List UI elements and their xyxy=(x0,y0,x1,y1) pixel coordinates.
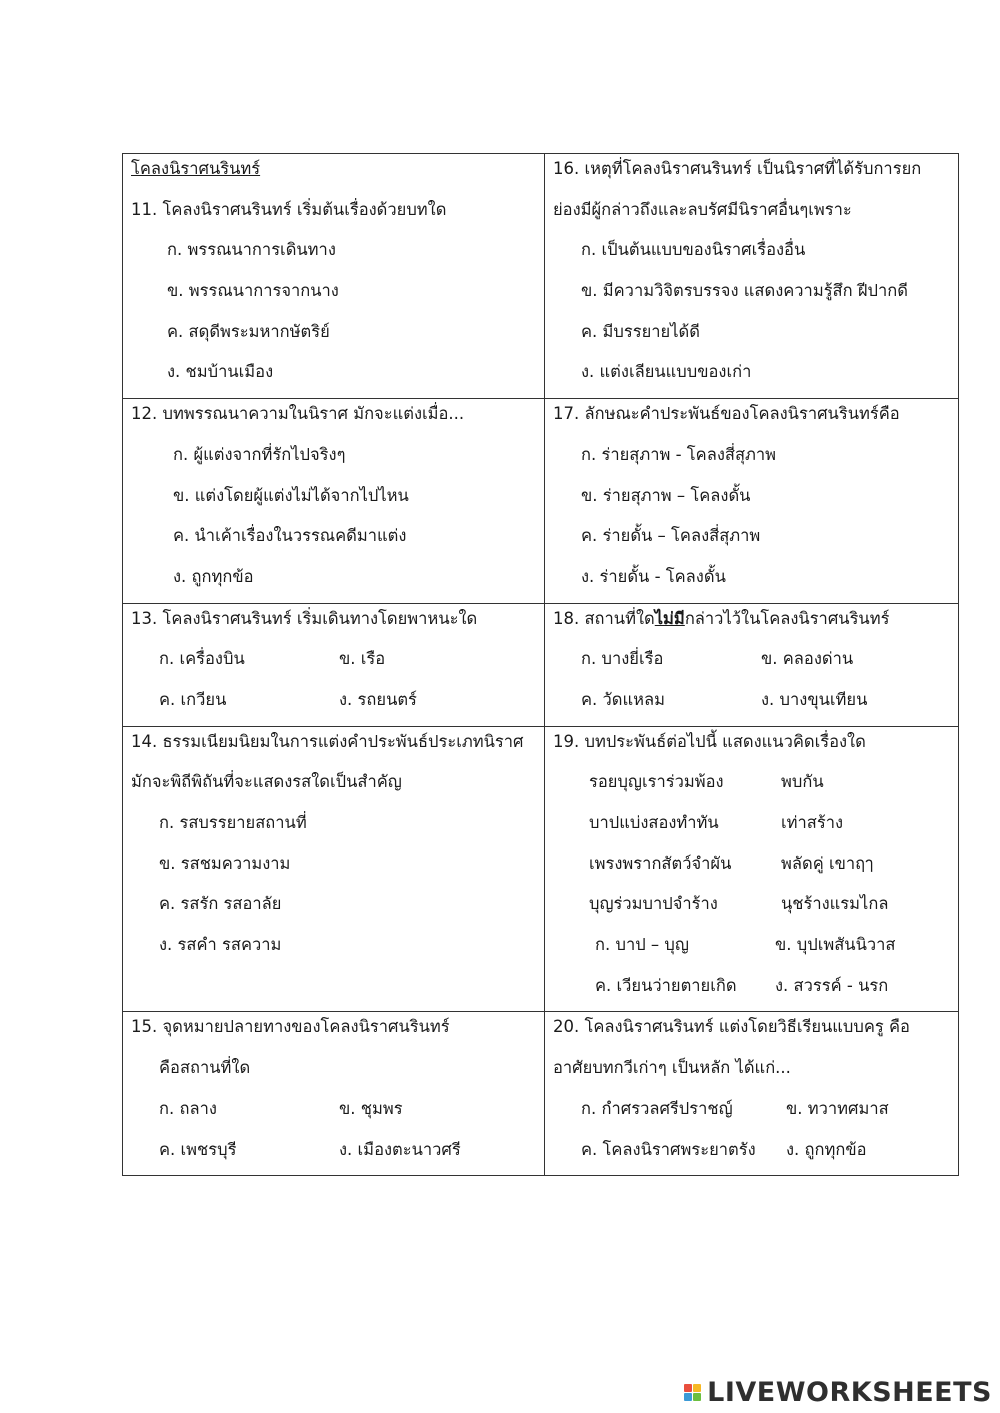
question-cell-20 xyxy=(545,1012,959,1176)
question-13-text: 13. โคลงนิราศนรินทร์ เริ่มเดินทางโดยพาหนะใด xyxy=(131,608,478,628)
question-cell-15 xyxy=(123,1012,545,1176)
question-cell-12 xyxy=(123,399,545,603)
poem-line xyxy=(553,849,958,890)
question-19-option-d[interactable]: ง. สวรรค์ - นรก xyxy=(775,975,889,995)
question-12-option-a[interactable]: ก. ผู้แต่งจากที่รักไปจริงๆ xyxy=(173,444,346,464)
question-11-option-a[interactable]: ก. พรรณนาการเดินทาง xyxy=(167,240,336,260)
question-cell-18 xyxy=(545,603,959,726)
question-15-option-b[interactable]: ข. ชุมพร xyxy=(339,1098,403,1118)
question-18-text-pre: 18. สถานที่ใด xyxy=(553,608,655,628)
question-cell-11 xyxy=(123,154,545,399)
question-17-option-c[interactable]: ค. ร่ายดั้น – โคลงสี่สุภาพ xyxy=(581,526,761,546)
question-12-option-d[interactable]: ง. ถูกทุกข้อ xyxy=(173,566,254,586)
question-16-option-d[interactable]: ง. แต่งเลียนแบบของเก่า xyxy=(581,362,752,382)
poem-first-half: บาปแบ่งสองทำทัน xyxy=(589,813,719,832)
question-15-options-row-2 xyxy=(131,1135,544,1176)
question-16-option-a[interactable]: ก. เป็นต้นแบบของนิราศเรื่องอื่น xyxy=(581,240,806,260)
quiz-table xyxy=(122,153,959,1176)
table-row xyxy=(123,603,959,726)
question-18-emphasis: ไม่มี xyxy=(654,608,685,628)
poem-line xyxy=(553,808,958,849)
question-17-option-b[interactable]: ข. ร่ายสุภาพ – โคลงดั้น xyxy=(581,485,751,505)
poem-line xyxy=(553,889,958,930)
question-11-option-b[interactable]: ข. พรรณนาการจากนาง xyxy=(167,281,339,301)
liveworksheets-brand xyxy=(684,1377,992,1407)
question-14-text-cont: มักจะพิถีพิถันที่จะแสดงรสใดเป็นสำคัญ xyxy=(131,772,402,792)
question-16-option-c[interactable]: ค. มีบรรยายได้ดี xyxy=(581,321,700,341)
question-19-options-row-2 xyxy=(553,971,958,1012)
poem-line xyxy=(553,767,958,808)
question-16-option-b[interactable]: ข. มีความวิจิตรบรรจง แสดงความรู้สึก ฝีปากดี xyxy=(581,281,908,301)
question-cell-16 xyxy=(545,154,959,399)
poem-first-half: บุญร่วมบาปจำร้าง xyxy=(589,894,718,914)
question-20-options-row-1 xyxy=(553,1094,958,1135)
question-cell-17 xyxy=(545,399,959,603)
poem-first-half: เพรงพรากสัตว์จำผัน xyxy=(589,853,732,873)
question-15-text-cont: คือสถานที่ใด xyxy=(159,1058,251,1078)
question-19-text: 19. บทประพันธ์ต่อไปนี้ แสดงแนวคิดเรื่องใด xyxy=(553,731,866,751)
question-19-options-row-1 xyxy=(553,930,958,971)
question-14-option-b[interactable]: ข. รสชมความงาม xyxy=(159,853,291,873)
question-18-options-row-1 xyxy=(553,644,958,685)
question-18-option-b[interactable]: ข. คลองด่าน xyxy=(761,649,854,669)
poem-second-half: นุชร้างแรมไกล xyxy=(781,894,889,914)
poem-second-half: พลัดคู่ เขาฤๅ xyxy=(781,853,874,873)
question-20-option-a[interactable]: ก. กำศรวลศรีปราชญ์ xyxy=(581,1098,733,1118)
question-15-text: 15. จุดหมายปลายทางของโคลงนิราศนรินทร์ xyxy=(131,1017,450,1037)
question-cell-13 xyxy=(123,603,545,726)
poem-second-half: เท่าสร้าง xyxy=(781,813,844,832)
logo-square xyxy=(693,1393,701,1401)
table-row xyxy=(123,1012,959,1176)
question-11-option-d[interactable]: ง. ชมบ้านเมือง xyxy=(167,362,274,382)
question-14-option-c[interactable]: ค. รสรัก รสอาลัย xyxy=(159,894,282,914)
question-13-option-b[interactable]: ข. เรือ xyxy=(339,649,386,669)
question-12-option-c[interactable]: ค. นำเค้าเรื่องในวรรณคดีมาแต่ง xyxy=(173,526,407,546)
liveworksheets-logo-icon xyxy=(684,1384,701,1401)
table-row xyxy=(123,399,959,603)
question-19-option-c[interactable]: ค. เวียนว่ายตายเกิด xyxy=(595,975,737,995)
question-14-option-a[interactable]: ก. รสบรรยายสถานที่ xyxy=(159,813,307,832)
question-cell-14 xyxy=(123,726,545,1012)
logo-square xyxy=(684,1393,692,1401)
question-20-options-row-2 xyxy=(553,1135,958,1176)
question-18-option-a[interactable]: ก. บางยี่เรือ xyxy=(581,649,664,669)
question-20-option-b[interactable]: ข. ทวาทศมาส xyxy=(786,1098,889,1118)
question-18-options-row-2 xyxy=(553,685,958,726)
logo-square xyxy=(684,1384,692,1392)
question-12-option-b[interactable]: ข. แต่งโดยผู้แต่งไม่ได้จากไปไหน xyxy=(173,485,409,505)
question-16-text: 16. เหตุที่โคลงนิราศนรินทร์ เป็นนิราศที่ได้รับการยก xyxy=(553,159,922,178)
question-20-option-d[interactable]: ง. ถูกทุกข้อ xyxy=(786,1139,867,1159)
question-13-options-row-2 xyxy=(131,685,544,726)
question-13-option-a[interactable]: ก. เครื่องบิน xyxy=(159,649,245,669)
question-11-text: 11. โคลงนิราศนรินทร์ เริ่มต้นเรื่องด้วยบทใด xyxy=(131,199,447,219)
poem-second-half: พบกัน xyxy=(781,772,824,792)
question-20-text-cont: อาศัยบทกวีเก่าๆ เป็นหลัก ได้แก่... xyxy=(553,1058,791,1078)
poem-first-half: รอยบุญเราร่วมพ้อง xyxy=(589,772,724,792)
question-19-option-b[interactable]: ข. บุปเพสันนิวาส xyxy=(775,935,896,955)
question-15-option-d[interactable]: ง. เมืองตะนาวศรี xyxy=(339,1139,461,1159)
question-20-text: 20. โคลงนิราศนรินทร์ แต่งโดยวิธีเรียนแบบครู คือ xyxy=(553,1017,910,1037)
question-12-text: 12. บทพรรณนาความในนิราศ มักจะแต่งเมื่อ... xyxy=(131,404,465,424)
question-14-option-d[interactable]: ง. รสคำ รสความ xyxy=(159,935,282,955)
table-row xyxy=(123,154,959,399)
logo-square xyxy=(693,1384,701,1392)
question-17-option-d[interactable]: ง. ร่ายดั้น - โคลงดั้น xyxy=(581,566,726,586)
question-18-option-d[interactable]: ง. บางขุนเทียน xyxy=(761,689,868,709)
question-18-text xyxy=(553,604,958,645)
question-cell-19 xyxy=(545,726,959,1012)
table-row xyxy=(123,726,959,1012)
question-16-text-cont: ย่องมีผู้กล่าวถึงและลบรัศมีนิราศอื่นๆเพราะ xyxy=(553,199,852,219)
question-11-option-c[interactable]: ค. สดุดีพระมหากษัตริย์ xyxy=(167,321,330,341)
worksheet-heading: โคลงนิราศนรินทร์ xyxy=(131,159,261,178)
question-18-text-post: กล่าวไว้ในโคลงนิราศนรินทร์ xyxy=(684,608,890,628)
question-15-option-a[interactable]: ก. ถลาง xyxy=(159,1098,217,1118)
question-20-option-c[interactable]: ค. โคลงนิราศพระยาตรัง xyxy=(581,1139,756,1159)
question-13-options-row-1 xyxy=(131,644,544,685)
question-13-option-c[interactable]: ค. เกวียน xyxy=(159,689,227,709)
brand-name: LIVEWORKSHEETS xyxy=(707,1376,992,1408)
question-14-text: 14. ธรรมเนียมนิยมในการแต่งคำประพันธ์ประเภทนิราศ xyxy=(131,731,524,751)
question-19-option-a[interactable]: ก. บาป – บุญ xyxy=(595,935,689,955)
question-15-option-c[interactable]: ค. เพชรบุรี xyxy=(159,1139,237,1159)
question-18-option-c[interactable]: ค. วัดแหลม xyxy=(581,689,666,709)
question-17-text: 17. ลักษณะคำประพันธ์ของโคลงนิราศนรินทร์คือ xyxy=(553,404,900,424)
question-15-options-row-1 xyxy=(131,1094,544,1135)
question-17-option-a[interactable]: ก. ร่ายสุภาพ - โคลงสี่สุภาพ xyxy=(581,444,777,464)
question-13-option-d[interactable]: ง. รถยนตร์ xyxy=(339,689,417,709)
